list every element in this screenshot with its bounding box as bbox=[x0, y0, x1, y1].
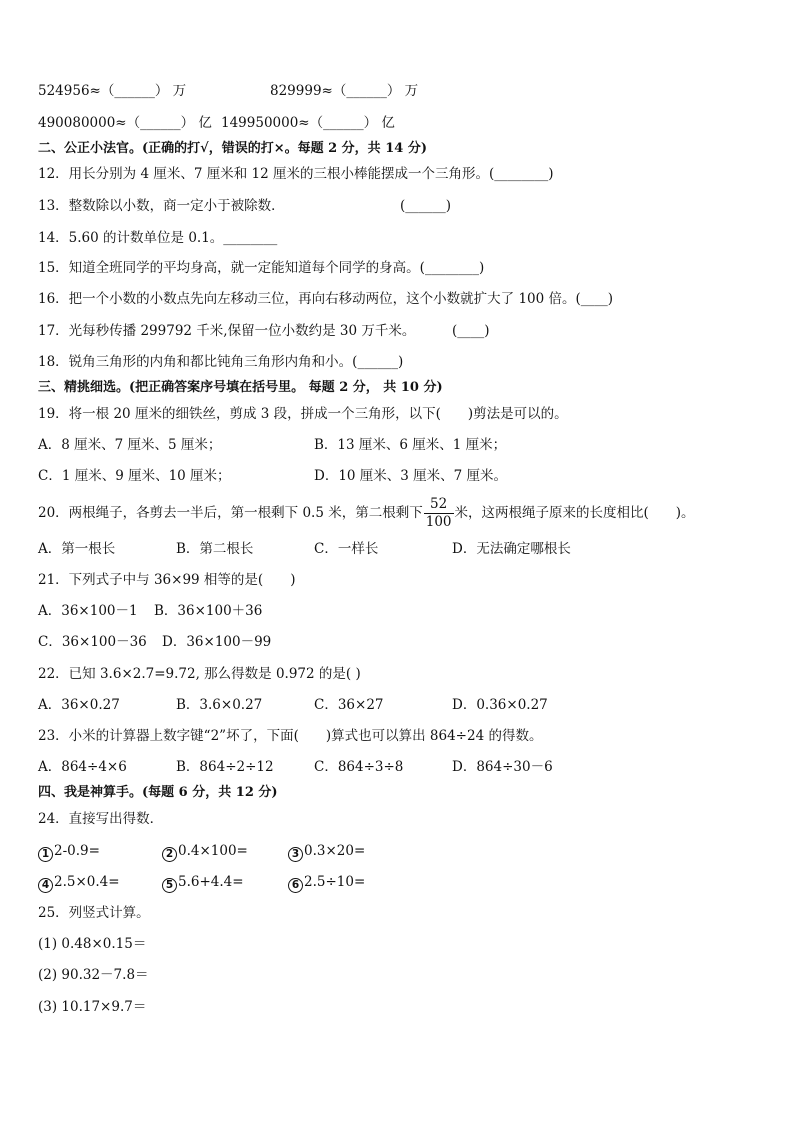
calc-item-6: 6 2.5÷10= bbox=[288, 872, 365, 893]
option-22-d[interactable]: D．0.36×0.27 bbox=[452, 697, 548, 713]
option-20-c[interactable]: C．一样长 bbox=[314, 541, 379, 557]
section-2-title: 二、公正小法官。(正确的打√，错误的打×。每题 2 分，共 14 分) bbox=[38, 141, 427, 156]
option-20-b[interactable]: B．第二根长 bbox=[176, 541, 254, 557]
question-18: 18．锐角三角形的内角和都比钝角三角形内角和小。(______) bbox=[38, 354, 404, 370]
option-19-a[interactable]: A．8 厘米、7 厘米、5 厘米； bbox=[38, 437, 222, 453]
answer-blank[interactable]: （______） bbox=[100, 83, 169, 99]
question-22: 22．已知 3.6×2.7=9.72, 那么得数是 0.972 的是( ) bbox=[38, 666, 361, 682]
question-15: 15．知道全班同学的平均身高，就一定能知道每个同学的身高。(________) bbox=[38, 260, 485, 276]
option-23-d[interactable]: D．864÷30－6 bbox=[452, 759, 553, 775]
option-21-b[interactable]: B．36×100＋36 bbox=[154, 603, 263, 619]
approx-item-1: 524956≈（______） 万 bbox=[38, 83, 187, 99]
question-23: 23．小米的计算器上数字键“2”坏了，下面( )算式也可以算出 864÷24 的得数。 bbox=[38, 728, 543, 744]
option-23-c[interactable]: C．864÷3÷8 bbox=[314, 759, 404, 775]
option-23-a[interactable]: A．864÷4×6 bbox=[38, 759, 127, 775]
calc-item-5: 5 5.6+4.4= bbox=[162, 872, 244, 893]
vertical-calc-3: (3) 10.17×9.7＝ bbox=[38, 999, 147, 1015]
question-13: 13．整数除以小数，商一定小于被除数． bbox=[38, 198, 285, 214]
answer-blank-17[interactable]: (____) bbox=[452, 323, 490, 339]
question-21: 21．下列式子中与 36×99 相等的是( ) bbox=[38, 572, 296, 588]
vertical-calc-1: (1) 0.48×0.15＝ bbox=[38, 936, 147, 952]
option-19-b[interactable]: B．13 厘米、6 厘米、1 厘米； bbox=[314, 437, 507, 453]
fraction-52-100: $\frac{52}{100}$ bbox=[425, 496, 452, 530]
circled-number: 3 bbox=[288, 847, 303, 862]
option-22-b[interactable]: B．3.6×0.27 bbox=[176, 697, 263, 713]
section-3-title: 三、精挑细选。(把正确答案序号填在括号里。 每题 2 分， 共 10 分) bbox=[38, 380, 443, 395]
option-21-d[interactable]: D．36×100－99 bbox=[162, 634, 272, 650]
question-16: 16．把一个小数的小数点先向左移动三位，再向右移动两位，这个小数就扩大了 100 倍。(____) bbox=[38, 291, 614, 307]
option-19-d[interactable]: D．10 厘米、3 厘米、7 厘米。 bbox=[314, 468, 508, 484]
answer-blank[interactable]: （______） bbox=[309, 115, 378, 131]
circled-number: 2 bbox=[162, 847, 177, 862]
section-4-title: 四、我是神算手。(每题 6 分，共 12 分) bbox=[38, 785, 278, 800]
option-21-c[interactable]: C．36×100－36 bbox=[38, 634, 147, 650]
answer-blank[interactable]: （______） bbox=[332, 83, 401, 99]
option-22-c[interactable]: C．36×27 bbox=[314, 697, 384, 713]
option-21-a[interactable]: A．36×100－1 bbox=[38, 603, 138, 619]
question-24: 24．直接写出得数． bbox=[38, 811, 164, 827]
question-14: 14．5.60 的计数单位是 0.1。________ bbox=[38, 230, 278, 246]
answer-blank-13[interactable]: (______) bbox=[400, 198, 452, 214]
calc-item-3: 3 0.3×20= bbox=[288, 841, 365, 862]
calc-item-2: 2 0.4×100= bbox=[162, 841, 248, 862]
option-22-a[interactable]: A．36×0.27 bbox=[38, 697, 120, 713]
option-20-a[interactable]: A．第一根长 bbox=[38, 541, 116, 557]
calc-item-1: 1 2-0.9= bbox=[38, 841, 100, 862]
question-12: 12．用长分别为 4 厘米、7 厘米和 12 厘米的三根小棒能摆成一个三角形。(________) bbox=[38, 166, 554, 182]
approx-item-3: 490080000≈（______） 亿 bbox=[38, 115, 212, 131]
question-17: 17．光每秒传播 299792 千米,保留一位小数约是 30 万千米。 bbox=[38, 323, 416, 339]
option-20-d[interactable]: D．无法确定哪根长 bbox=[452, 541, 571, 557]
option-23-b[interactable]: B．864÷2÷12 bbox=[176, 759, 274, 775]
calc-item-4: 4 2.5×0.4= bbox=[38, 872, 120, 893]
question-19: 19．将一根 20 厘米的细铁丝，剪成 3 段，拼成一个三角形，以下( )剪法是可以的。 bbox=[38, 406, 568, 422]
circled-number: 5 bbox=[162, 878, 177, 893]
circled-number: 1 bbox=[38, 847, 53, 862]
option-19-c[interactable]: C．1 厘米、9 厘米、10 厘米； bbox=[38, 468, 231, 484]
approx-item-4: 149950000≈（______） 亿 bbox=[221, 115, 395, 131]
circled-number: 6 bbox=[288, 878, 303, 893]
question-20: 20．两根绳子，各剪去一半后，第一根剩下 0.5 米，第二根剩下 $\frac{52}{100}$ 米，这两根绳子原来的长度相比( )。 bbox=[38, 496, 695, 530]
approx-item-2: 829999≈（______） 万 bbox=[270, 83, 419, 99]
circled-number: 4 bbox=[38, 878, 53, 893]
vertical-calc-2: (2) 90.32－7.8＝ bbox=[38, 967, 149, 983]
question-25: 25．列竖式计算。 bbox=[38, 905, 150, 921]
answer-blank[interactable]: （______） bbox=[126, 115, 195, 131]
